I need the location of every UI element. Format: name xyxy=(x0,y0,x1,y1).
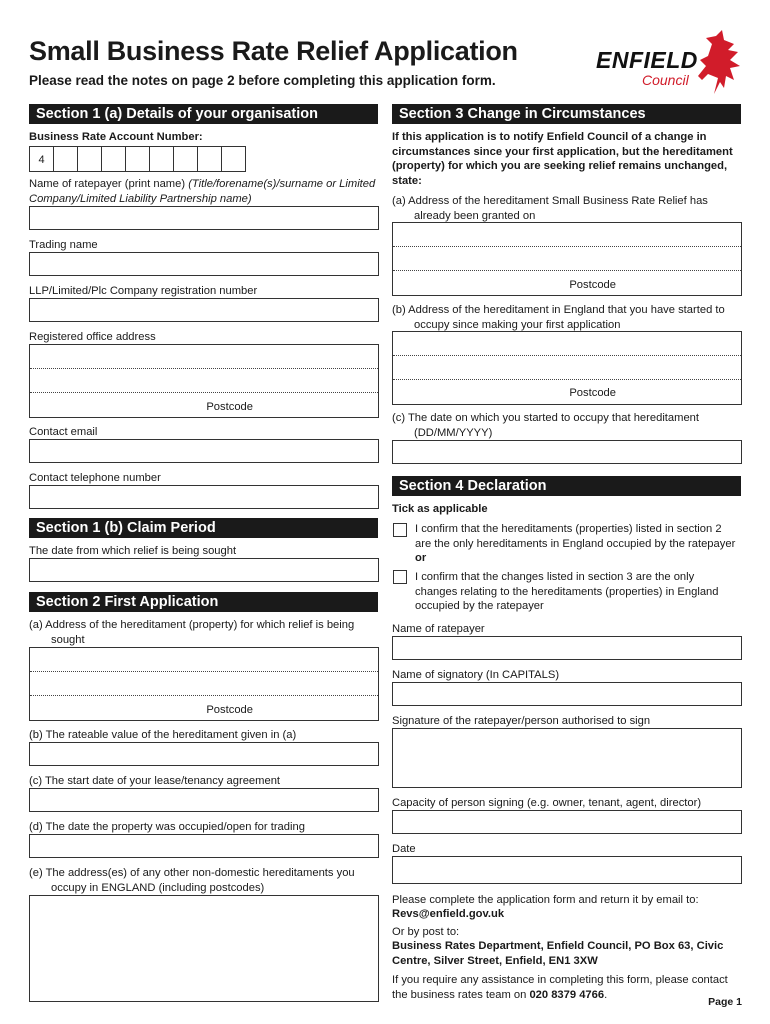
s2-d-label: (d) The date the property was occupied/open for trading xyxy=(29,821,305,833)
help-text: If you require any assistance in completing this form, please contact the business rates team on 020 8379 4766. xyxy=(392,974,728,1001)
tick-label: Tick as applicable xyxy=(392,503,488,515)
account-digit-4[interactable] xyxy=(101,146,126,172)
confirm-2-label: I confirm that the changes listed in section 3 are the only changes relating to the hereditaments (properties) in England occupied by the ratepayer xyxy=(415,571,719,612)
section-1b-heading: Section 1 (b) Claim Period xyxy=(29,518,378,538)
enfield-logo xyxy=(596,30,744,102)
reg-number-input[interactable] xyxy=(29,298,379,322)
divider xyxy=(393,379,741,380)
section-1a-heading: Section 1 (a) Details of your organisation xyxy=(29,104,378,124)
divider xyxy=(393,270,741,271)
postcode-label: Postcode xyxy=(569,387,616,399)
date-from-label: The date from which relief is being sought xyxy=(29,545,237,557)
s2-b-input[interactable] xyxy=(29,742,379,766)
divider xyxy=(30,671,378,672)
account-digit-5[interactable] xyxy=(125,146,150,172)
divider xyxy=(30,368,378,369)
s3-intro: If this application is to notify Enfield Council of a change in circumstances since your first application, but the hereditament (property) for which you are seeking relief remains unchanged, state: xyxy=(392,131,733,187)
account-digit-7[interactable] xyxy=(173,146,198,172)
postcode-label: Postcode xyxy=(206,704,253,716)
reg-number-label: LLP/Limited/Plc Company registration number xyxy=(29,285,258,297)
contact-phone-label: Contact telephone number xyxy=(29,472,161,484)
date-from-input[interactable] xyxy=(29,558,379,582)
s2-d-input[interactable] xyxy=(29,834,379,858)
divider xyxy=(393,355,741,356)
signature-label: Signature of the ratepayer/person authorised to sign xyxy=(392,715,651,727)
s2-a-label: (a) Address of the hereditament (property) for which relief is being sought xyxy=(29,619,355,646)
postcode-label: Postcode xyxy=(569,279,616,291)
contact-email-label: Contact email xyxy=(29,426,98,438)
divider xyxy=(30,695,378,696)
declaration-ratepayer-input[interactable] xyxy=(392,636,742,660)
logo-sub: Council xyxy=(642,72,689,88)
s3-c-label: (c) The date on which you started to occupy that hereditament (DD/MM/YYYY) xyxy=(392,412,700,439)
contact-email-input[interactable] xyxy=(29,439,379,463)
s2-e-input[interactable] xyxy=(29,895,379,1002)
divider xyxy=(393,246,741,247)
account-digit-3[interactable] xyxy=(77,146,102,172)
s2-e-label: (e) The address(es) of any other non-domestic hereditaments you occupy in ENGLAND (including postcodes) xyxy=(29,867,355,894)
trading-name-label: Trading name xyxy=(29,239,98,251)
s2-c-input[interactable] xyxy=(29,788,379,812)
ratepayer-name-input[interactable] xyxy=(29,206,379,230)
reg-office-label: Registered office address xyxy=(29,331,156,343)
s3-b-label: (b) Address of the hereditament in England that you have started to occupy since making your first application xyxy=(392,304,725,331)
capacity-input[interactable] xyxy=(392,810,742,834)
return-text: Please complete the application form and return it by email to: xyxy=(392,894,699,906)
capacity-label: Capacity of person signing (e.g. owner, tenant, agent, director) xyxy=(392,797,702,809)
section-4-heading: Section 4 Declaration xyxy=(392,476,741,496)
date-label: Date xyxy=(392,843,416,855)
section-2-heading: Section 2 First Application xyxy=(29,592,378,612)
divider xyxy=(30,392,378,393)
account-digit-2[interactable] xyxy=(53,146,78,172)
s2-c-label: (c) The start date of your lease/tenancy agreement xyxy=(29,775,281,787)
account-number-label: Business Rate Account Number: xyxy=(29,131,203,143)
dragon-icon xyxy=(694,30,744,96)
ratepayer-name-label: Name of ratepayer (print name) (Title/forename(s)/surname or Limited Company/Limited Liability Partnership name) xyxy=(29,178,376,205)
signature-input[interactable] xyxy=(392,728,742,788)
post-address: Business Rates Department, Enfield Council, PO Box 63, Civic Centre, Silver Street, Enfield, EN1 3XW xyxy=(392,940,724,967)
postcode-label: Postcode xyxy=(206,401,253,413)
signatory-input[interactable] xyxy=(392,682,742,706)
page-title: Small Business Rate Relief Application xyxy=(29,36,518,66)
section-3-heading: Section 3 Change in Circumstances xyxy=(392,104,741,124)
page-number: Page 1 xyxy=(708,996,742,1008)
page-subtitle: Please read the notes on page 2 before completing this application form. xyxy=(29,73,496,88)
confirm-1-label: I confirm that the hereditaments (properties) listed in section 2 are the only hereditaments in England occupied by the ratepayer or xyxy=(415,523,736,564)
help-phone: 020 8379 4766 xyxy=(529,988,605,1001)
contact-phone-input[interactable] xyxy=(29,485,379,509)
s3-c-input[interactable] xyxy=(392,440,742,464)
confirm-2-checkbox[interactable] xyxy=(393,570,407,584)
account-digit-6[interactable] xyxy=(149,146,174,172)
s3-a-label: (a) Address of the hereditament Small Business Rate Relief has already been granted on xyxy=(392,195,708,222)
signatory-label: Name of signatory (In CAPITALS) xyxy=(392,669,560,681)
return-email[interactable]: Revs@enfield.gov.uk xyxy=(392,908,505,920)
date-input[interactable] xyxy=(392,856,742,884)
account-digit-1[interactable]: 4 xyxy=(29,146,54,172)
account-digit-8[interactable] xyxy=(197,146,222,172)
account-digit-9[interactable] xyxy=(221,146,246,172)
logo-name: ENFIELD xyxy=(596,47,698,73)
ratepayer-name-label-2: Name of ratepayer xyxy=(392,623,485,635)
account-number-field[interactable] xyxy=(29,146,245,172)
s2-b-label: (b) The rateable value of the hereditament given in (a) xyxy=(29,729,297,741)
confirm-1-checkbox[interactable] xyxy=(393,523,407,537)
trading-name-input[interactable] xyxy=(29,252,379,276)
post-text: Or by post to: xyxy=(392,926,460,938)
